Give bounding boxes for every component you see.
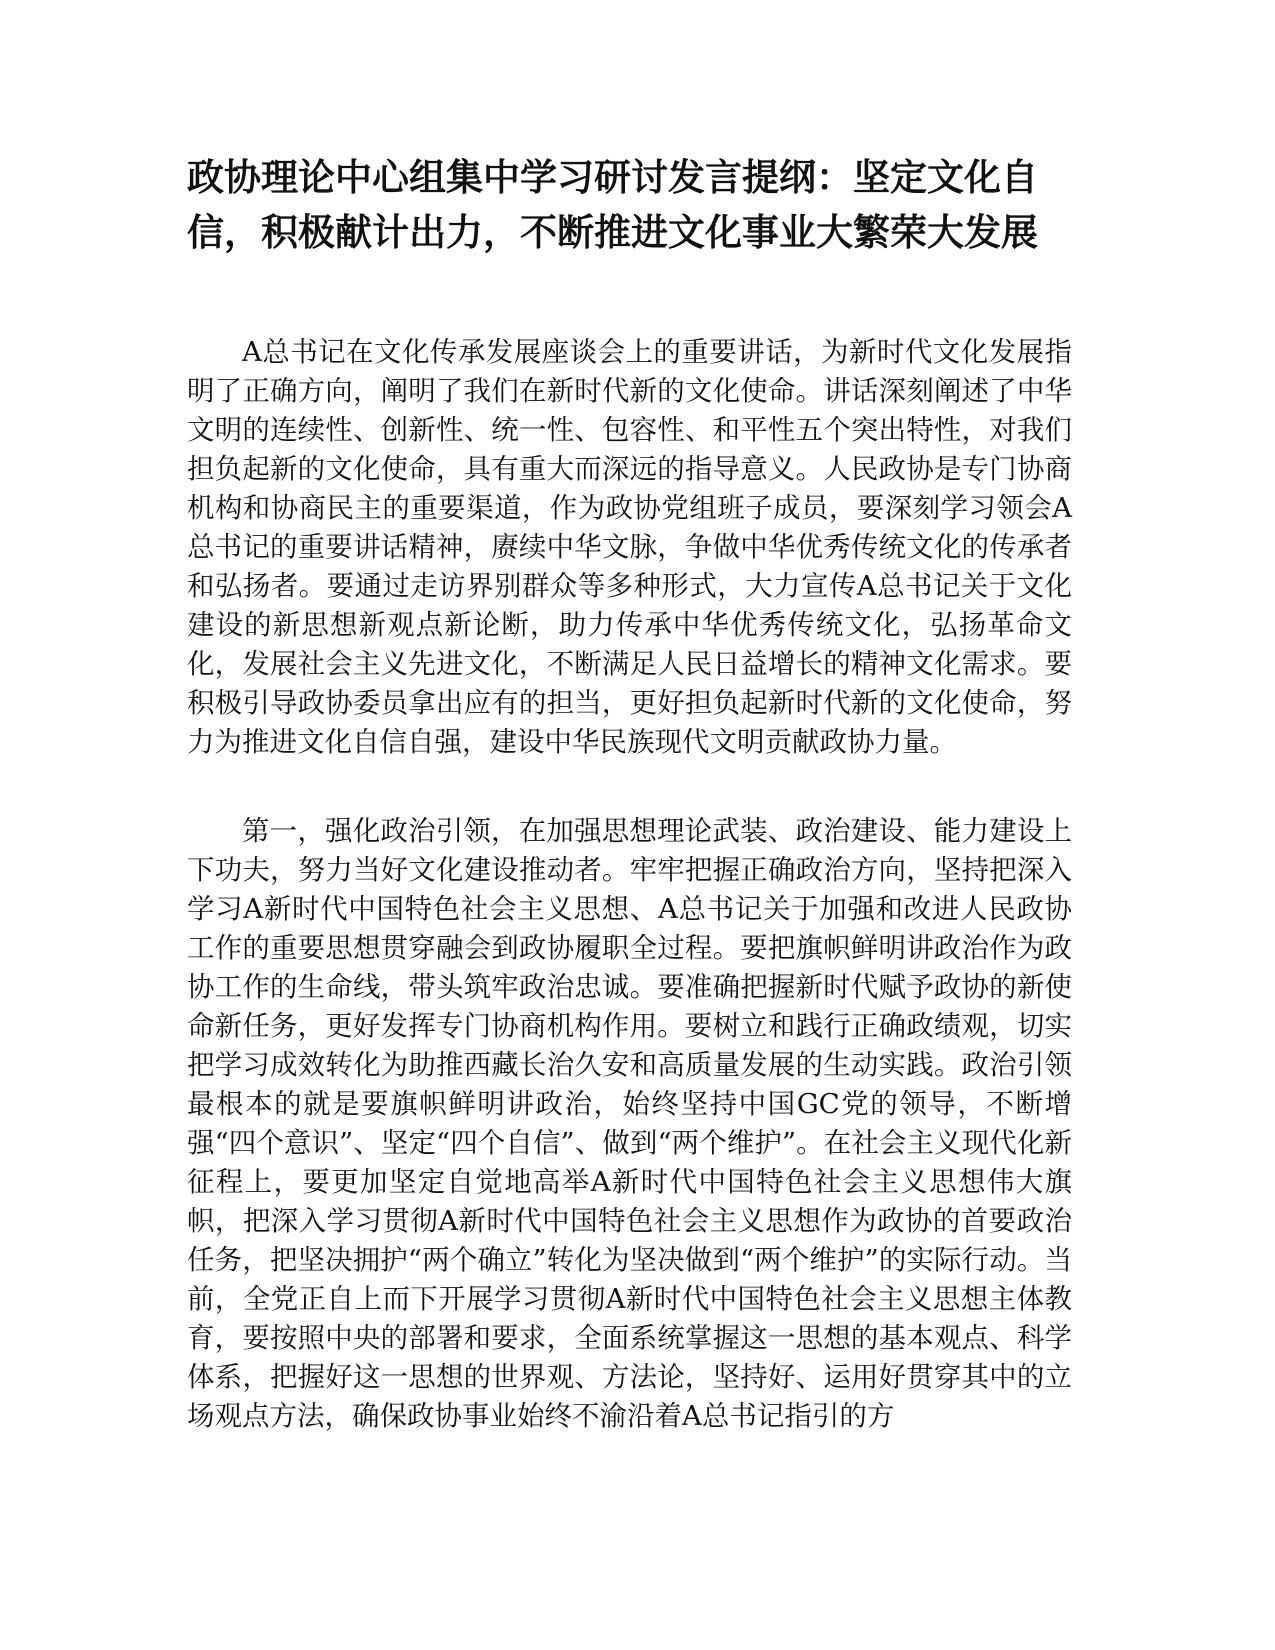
body-paragraph-1: A总书记在文化传承发展座谈会上的重要讲话，为新时代文化发展指明了正确方向，阐明了我们在新时代新的文化使命。讲话深刻阐述了中华文明的连续性、创新性、统一性、包容性、和平性五个突出特性，对我们担负起新的文化使命，具有重大而深远的指导意义。人民政协是专门协商机构和协商民主的重要渠道，作为政协党组班子成员，要深刻学习领会A总书记的重要讲话精神，赓续中华文脉，争做中华优秀传统文化的传承者和弘扬者。要通过走访界别群众等多种形式，大力宣传A总书记关于文化建设的新思想新观点新论断，助力传承中华优秀传统文化，弘扬革命文化，发展社会主义先进文化，不断满足人民日益增长的精神文化需求。要积极引导政协委员拿出应有的担当，更好担负起新时代新的文化使命，努力为推进文化自信自强，建设中华民族现代文明贡献政协力量。 — [187, 336, 1072, 758]
document-title: 政协理论中心组集中学习研讨发言提纲：坚定文化自信，积极献计出力，不断推进文化事业大繁荣大发展 — [187, 156, 1038, 254]
body-paragraph-2: 第一，强化政治引领，在加强思想理论武装、政治建设、能力建设上下功夫，努力当好文化建设推动者。牢牢把握正确政治方向，坚持把深入学习A新时代中国特色社会主义思想、A总书记关于加强和改进人民政协工作的重要思想贯穿融会到政协履职全过程。要把旗帜鲜明讲政治作为政协工作的生命线，带头筑牢政治忠诚。要准确把握新时代赋予政协的新使命新任务，更好发挥专门协商机构作用。要树立和践行正确政绩观，切实把学习成效转化为助推西藏长治久安和高质量发展的生动实践。政治引领最根本的就是要旗帜鲜明讲政治，始终坚持中国GC党的领导，不断增强“四个意识”、坚定“四个自信”、做到“两个维护”。在社会主义现代化新征程上，要更加坚定自觉地高举A新时代中国特色社会主义思想伟大旗帜，把深入学习贯彻A新时代中国特色社会主义思想作为政协的首要政治任务，把坚决拥护“两个确立”转化为坚决做到“两个维护”的实际行动。当前，全党正自上而下开展学习贯彻A新时代中国特色社会主义思想主体教育，要按照中央的部署和要求，全面系统掌握这一思想的基本观点、科学体系，把握好这一思想的世界观、方法论，坚持好、运用好贯穿其中的立场观点方法，确保政协事业始终不渝沿着A总书记指引的方 — [187, 815, 1072, 1432]
